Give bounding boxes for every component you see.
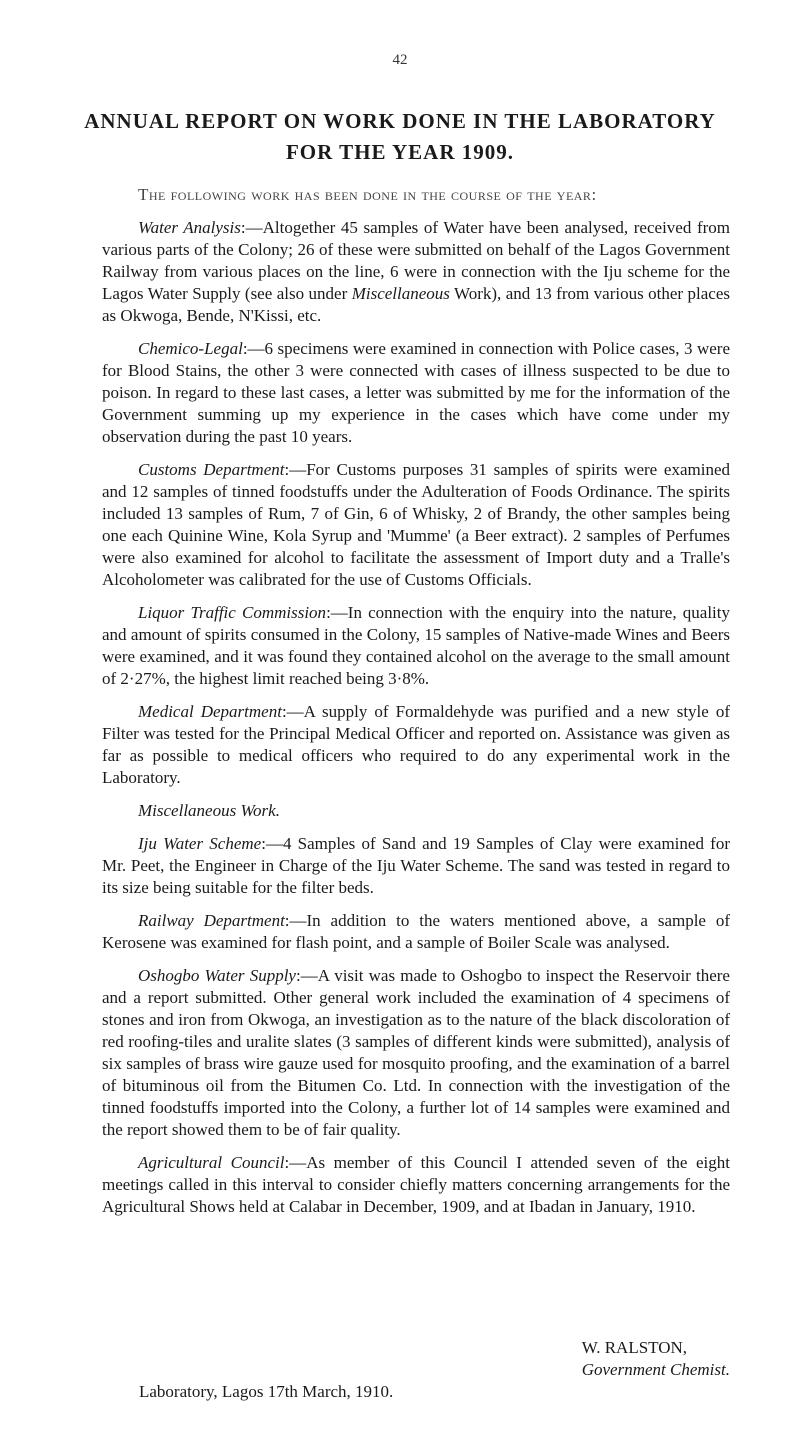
section-text: :—As member of this Council I attended seven of the eight meetings called in this interval to consider chiefly matters concerning arrangements for the Agricultural Shows held at Calabar in December, 1909, and at Ibadan in January, 1910. [102, 1153, 730, 1216]
section-heading: Chemico-Legal [138, 339, 243, 358]
section-text: :—In connection with the enquiry into the nature, quality and amount of spirits consumed in the Colony, 15 samples of Native-made Wines and Beers were examined, and it was found they contained alcohol on the average to the small amount of 2·27%, the highest limit reached being 3·8%. [102, 603, 730, 688]
section-heading: Iju Water Scheme [138, 834, 262, 853]
section-heading: Agricultural Council [138, 1153, 285, 1172]
section-oshogbo-water-supply [102, 965, 730, 1141]
section-heading: Medical Department [138, 702, 282, 721]
signatory-title: Government Chemist. [581, 1360, 730, 1379]
section-heading: Liquor Traffic Commission [138, 603, 327, 622]
section-text: :—For Customs purposes 31 samples of spirits were examined and 12 samples of tinned foodstuffs under the Adulteration of Foods Ordinance. The spirits included 13 samples of Rum, 7 of Gin, 6 of Whisky, 2 of Brandy, the other samples being one each Quinine Wine, Kola Syrup and 'Mumme' (a Beer extract). 2 samples of Perfumes were also examined for alcohol to facilitate the assessment of Import duty and a Tralle's Alcoholometer was calibrated for the use of Customs Officials. [102, 460, 730, 589]
section-heading: Miscellaneous Work. [138, 801, 280, 820]
section-medical-department [102, 701, 730, 789]
section-text: :—A visit was made to Oshogbo to inspect the Reservoir there and a report submitted. Other general work included the examination of 4 specimens of stones and iron from Okwoga, an investigation as to the nature of the black discoloration of red roofing-tiles and uralite slates (3 samples of different kinds were submitted), analysis of six samples of brass wire gauze used for mosquito proofing, and the examination of a barrel of bituminous oil from the Bitumen Co. Ltd. In connection with the investigation of the tinned foodstuffs imported into the Colony, a further lot of 14 samples were examined and the report showed them to be of fair quality. [102, 966, 730, 1139]
signature-block [566, 1337, 730, 1381]
section-heading: Railway Department [138, 911, 285, 930]
intro-paragraph: The following work has been done in the course of the year: [138, 185, 597, 204]
section-liquor-traffic [102, 602, 730, 690]
section-miscellaneous-work [102, 800, 730, 822]
section-customs-department [102, 459, 730, 591]
section-text: :—4 Samples of Sand and 19 Samples of Clay were examined for Mr. Peet, the Engineer in Charge of the Iju Water Scheme. The sand was tested in regard to its size being suitable for the filter beds. [102, 834, 730, 897]
section-agricultural-council [102, 1152, 730, 1218]
section-railway-department [102, 910, 730, 954]
place-and-date: Laboratory, Lagos 17th March, 1910. [139, 1382, 394, 1401]
section-text: :—6 specimens were examined in connection with Police cases, 3 were for Blood Stains, the other 3 were connected with cases of illness suspected to be due to poison. In regard to these last cases, a letter was submitted by me for the information of the Government summing up my experience in the cases which have come under my observation during the past 10 years. [102, 339, 730, 446]
section-water-analysis [102, 217, 730, 327]
section-text: :—A supply of Formaldehyde was purified and a new style of Filter was tested for the Principal Medical Officer and reported on. Assistance was given as far as possible to medical officers who required to do any experimental work in the Laboratory. [102, 702, 731, 787]
section-text-after: Work), and 13 from various other places as Okwoga, Bende, N'Kissi, etc. [102, 284, 730, 325]
section-text: :—In addition to the waters mentioned above, a sample of Kerosene was examined for flash point, and a sample of Boiler Scale was analysed. [102, 911, 731, 952]
section-heading: Customs Department [138, 460, 285, 479]
page-title: ANNUAL REPORT ON WORK DONE IN THE LABORATORY FOR THE YEAR 1909. [84, 109, 716, 164]
section-text: :—Altogether 45 samples of Water have been analysed, received from various parts of the Colony; 26 of these were submitted on behalf of the Lagos Government Railway from various places on the line, 6 were in connection with the Iju scheme for the Lagos Water Supply (see also under [102, 218, 730, 303]
section-heading: Oshogbo Water Supply [138, 966, 296, 985]
section-iju-water-scheme [102, 833, 730, 899]
section-heading: Water Analysis [138, 218, 241, 237]
section-chemico-legal [102, 338, 730, 448]
report-body [102, 184, 730, 1229]
page-number: 42 [392, 52, 408, 68]
signatory-name: W. RALSTON, [581, 1338, 688, 1357]
inline-italic-ref: Miscellaneous [351, 284, 450, 303]
